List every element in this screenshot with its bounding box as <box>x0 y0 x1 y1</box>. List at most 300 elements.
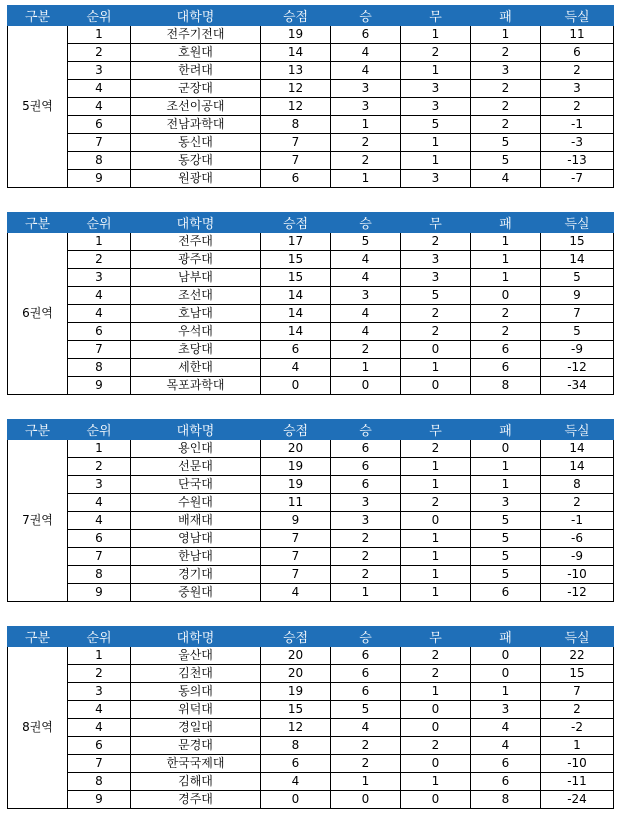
goal-diff-cell: 6 <box>541 44 614 62</box>
losses-cell: 1 <box>471 683 541 701</box>
wins-cell: 1 <box>331 773 401 791</box>
goal-diff-cell: -13 <box>541 152 614 170</box>
rank-cell: 4 <box>68 701 131 719</box>
standings-table <box>7 212 614 395</box>
losses-cell: 2 <box>471 80 541 98</box>
table-row <box>8 773 614 791</box>
table-row <box>8 566 614 584</box>
rank-cell: 1 <box>68 647 131 665</box>
university-cell: 경일대 <box>131 719 261 737</box>
losses-cell: 2 <box>471 44 541 62</box>
losses-cell: 2 <box>471 98 541 116</box>
losses-cell: 4 <box>471 170 541 188</box>
university-cell: 조선대 <box>131 287 261 305</box>
goal-diff-cell: -6 <box>541 530 614 548</box>
losses-cell: 4 <box>471 737 541 755</box>
table-row <box>8 98 614 116</box>
wins-cell: 4 <box>331 269 401 287</box>
table-row <box>8 359 614 377</box>
draws-cell: 0 <box>401 755 471 773</box>
table-row <box>8 152 614 170</box>
region-label: 7권역 <box>8 440 68 602</box>
column-header: 순위 <box>68 627 131 647</box>
rank-cell: 3 <box>68 683 131 701</box>
points-cell: 12 <box>261 719 331 737</box>
goal-diff-cell: 7 <box>541 683 614 701</box>
draws-cell: 1 <box>401 359 471 377</box>
losses-cell: 6 <box>471 359 541 377</box>
rank-cell: 2 <box>68 44 131 62</box>
table-row <box>8 62 614 80</box>
wins-cell: 1 <box>331 359 401 377</box>
points-cell: 4 <box>261 773 331 791</box>
rank-cell: 1 <box>68 440 131 458</box>
draws-cell: 0 <box>401 719 471 737</box>
losses-cell: 1 <box>471 269 541 287</box>
losses-cell: 6 <box>471 341 541 359</box>
losses-cell: 5 <box>471 548 541 566</box>
rank-cell: 4 <box>68 305 131 323</box>
wins-cell: 0 <box>331 791 401 809</box>
draws-cell: 3 <box>401 80 471 98</box>
region-label: 8권역 <box>8 647 68 809</box>
losses-cell: 1 <box>471 458 541 476</box>
points-cell: 15 <box>261 701 331 719</box>
points-cell: 4 <box>261 359 331 377</box>
draws-cell: 1 <box>401 152 471 170</box>
draws-cell: 1 <box>401 584 471 602</box>
table-row <box>8 44 614 62</box>
wins-cell: 1 <box>331 116 401 134</box>
wins-cell: 6 <box>331 458 401 476</box>
rank-cell: 7 <box>68 134 131 152</box>
draws-cell: 1 <box>401 62 471 80</box>
wins-cell: 5 <box>331 233 401 251</box>
draws-cell: 1 <box>401 476 471 494</box>
column-header: 구분 <box>8 6 68 26</box>
column-header: 승 <box>331 6 401 26</box>
rank-cell: 3 <box>68 62 131 80</box>
rank-cell: 4 <box>68 287 131 305</box>
losses-cell: 5 <box>471 134 541 152</box>
wins-cell: 2 <box>331 152 401 170</box>
wins-cell: 6 <box>331 476 401 494</box>
table-row <box>8 791 614 809</box>
goal-diff-cell: 11 <box>541 26 614 44</box>
university-cell: 한남대 <box>131 548 261 566</box>
wins-cell: 4 <box>331 323 401 341</box>
rank-cell: 9 <box>68 584 131 602</box>
points-cell: 14 <box>261 287 331 305</box>
points-cell: 0 <box>261 377 331 395</box>
points-cell: 19 <box>261 458 331 476</box>
losses-cell: 3 <box>471 701 541 719</box>
goal-diff-cell: 14 <box>541 458 614 476</box>
table-header-row <box>8 6 614 26</box>
losses-cell: 6 <box>471 773 541 791</box>
university-cell: 수원대 <box>131 494 261 512</box>
losses-cell: 6 <box>471 584 541 602</box>
column-header: 득실 <box>541 420 614 440</box>
draws-cell: 3 <box>401 251 471 269</box>
standings-table <box>7 419 614 602</box>
column-header: 무 <box>401 6 471 26</box>
rank-cell: 6 <box>68 323 131 341</box>
draws-cell: 1 <box>401 134 471 152</box>
points-cell: 20 <box>261 647 331 665</box>
draws-cell: 2 <box>401 665 471 683</box>
wins-cell: 3 <box>331 287 401 305</box>
points-cell: 20 <box>261 440 331 458</box>
university-cell: 동강대 <box>131 152 261 170</box>
university-cell: 동의대 <box>131 683 261 701</box>
column-header: 승 <box>331 627 401 647</box>
wins-cell: 2 <box>331 548 401 566</box>
university-cell: 군장대 <box>131 80 261 98</box>
losses-cell: 3 <box>471 494 541 512</box>
table-row <box>8 494 614 512</box>
losses-cell: 5 <box>471 530 541 548</box>
points-cell: 19 <box>261 683 331 701</box>
table-header-row <box>8 213 614 233</box>
goal-diff-cell: 5 <box>541 269 614 287</box>
losses-cell: 2 <box>471 323 541 341</box>
region-label: 5권역 <box>8 26 68 188</box>
rank-cell: 4 <box>68 719 131 737</box>
goal-diff-cell: 1 <box>541 737 614 755</box>
column-header: 무 <box>401 627 471 647</box>
rank-cell: 8 <box>68 152 131 170</box>
points-cell: 15 <box>261 251 331 269</box>
table-row <box>8 251 614 269</box>
goal-diff-cell: -11 <box>541 773 614 791</box>
goal-diff-cell: 22 <box>541 647 614 665</box>
losses-cell: 1 <box>471 251 541 269</box>
goal-diff-cell: 3 <box>541 80 614 98</box>
points-cell: 19 <box>261 476 331 494</box>
table-row <box>8 584 614 602</box>
column-header: 패 <box>471 213 541 233</box>
goal-diff-cell: 14 <box>541 251 614 269</box>
draws-cell: 1 <box>401 548 471 566</box>
column-header: 무 <box>401 420 471 440</box>
table-row <box>8 458 614 476</box>
points-cell: 6 <box>261 341 331 359</box>
university-cell: 단국대 <box>131 476 261 494</box>
table-row <box>8 233 614 251</box>
university-cell: 우석대 <box>131 323 261 341</box>
points-cell: 7 <box>261 548 331 566</box>
table-row <box>8 701 614 719</box>
points-cell: 19 <box>261 26 331 44</box>
wins-cell: 4 <box>331 719 401 737</box>
university-cell: 동신대 <box>131 134 261 152</box>
university-cell: 조선이공대 <box>131 98 261 116</box>
table-row <box>8 170 614 188</box>
university-cell: 호남대 <box>131 305 261 323</box>
points-cell: 7 <box>261 134 331 152</box>
draws-cell: 1 <box>401 26 471 44</box>
wins-cell: 2 <box>331 134 401 152</box>
points-cell: 17 <box>261 233 331 251</box>
goal-diff-cell: -1 <box>541 116 614 134</box>
wins-cell: 2 <box>331 341 401 359</box>
university-cell: 원광대 <box>131 170 261 188</box>
wins-cell: 5 <box>331 701 401 719</box>
draws-cell: 1 <box>401 458 471 476</box>
column-header: 구분 <box>8 627 68 647</box>
wins-cell: 6 <box>331 647 401 665</box>
points-cell: 7 <box>261 530 331 548</box>
points-cell: 7 <box>261 566 331 584</box>
goal-diff-cell: -9 <box>541 548 614 566</box>
points-cell: 15 <box>261 269 331 287</box>
column-header: 순위 <box>68 6 131 26</box>
draws-cell: 2 <box>401 233 471 251</box>
losses-cell: 2 <box>471 116 541 134</box>
losses-cell: 2 <box>471 305 541 323</box>
goal-diff-cell: -3 <box>541 134 614 152</box>
losses-cell: 3 <box>471 62 541 80</box>
goal-diff-cell: -12 <box>541 584 614 602</box>
standings-table <box>7 5 614 188</box>
university-cell: 전남과학대 <box>131 116 261 134</box>
rank-cell: 4 <box>68 80 131 98</box>
column-header: 승점 <box>261 6 331 26</box>
rank-cell: 1 <box>68 233 131 251</box>
wins-cell: 6 <box>331 26 401 44</box>
goal-diff-cell: 15 <box>541 665 614 683</box>
goal-diff-cell: 2 <box>541 62 614 80</box>
table-row <box>8 287 614 305</box>
goal-diff-cell: 14 <box>541 440 614 458</box>
draws-cell: 0 <box>401 701 471 719</box>
column-header: 득실 <box>541 627 614 647</box>
university-cell: 세한대 <box>131 359 261 377</box>
university-cell: 전주대 <box>131 233 261 251</box>
losses-cell: 0 <box>471 647 541 665</box>
goal-diff-cell: -2 <box>541 719 614 737</box>
draws-cell: 2 <box>401 737 471 755</box>
university-cell: 호원대 <box>131 44 261 62</box>
wins-cell: 0 <box>331 377 401 395</box>
table-row <box>8 530 614 548</box>
draws-cell: 0 <box>401 512 471 530</box>
wins-cell: 1 <box>331 584 401 602</box>
goal-diff-cell: -10 <box>541 755 614 773</box>
rank-cell: 6 <box>68 116 131 134</box>
table-row <box>8 476 614 494</box>
table-row <box>8 440 614 458</box>
table-row <box>8 80 614 98</box>
university-cell: 남부대 <box>131 269 261 287</box>
wins-cell: 4 <box>331 62 401 80</box>
university-cell: 울산대 <box>131 647 261 665</box>
points-cell: 8 <box>261 737 331 755</box>
university-cell: 전주기전대 <box>131 26 261 44</box>
losses-cell: 5 <box>471 566 541 584</box>
losses-cell: 1 <box>471 233 541 251</box>
goal-diff-cell: -24 <box>541 791 614 809</box>
university-cell: 김해대 <box>131 773 261 791</box>
column-header: 승점 <box>261 627 331 647</box>
rank-cell: 2 <box>68 458 131 476</box>
wins-cell: 3 <box>331 98 401 116</box>
points-cell: 14 <box>261 44 331 62</box>
table-row <box>8 134 614 152</box>
points-cell: 14 <box>261 323 331 341</box>
rank-cell: 3 <box>68 269 131 287</box>
rank-cell: 6 <box>68 737 131 755</box>
losses-cell: 5 <box>471 512 541 530</box>
rank-cell: 9 <box>68 170 131 188</box>
draws-cell: 5 <box>401 287 471 305</box>
table-row <box>8 116 614 134</box>
goal-diff-cell: -9 <box>541 341 614 359</box>
column-header: 승 <box>331 213 401 233</box>
university-cell: 용인대 <box>131 440 261 458</box>
university-cell: 광주대 <box>131 251 261 269</box>
losses-cell: 6 <box>471 755 541 773</box>
losses-cell: 1 <box>471 26 541 44</box>
column-header: 대학명 <box>131 420 261 440</box>
university-cell: 문경대 <box>131 737 261 755</box>
wins-cell: 6 <box>331 665 401 683</box>
column-header: 구분 <box>8 213 68 233</box>
points-cell: 6 <box>261 170 331 188</box>
column-header: 대학명 <box>131 213 261 233</box>
draws-cell: 0 <box>401 791 471 809</box>
university-cell: 선문대 <box>131 458 261 476</box>
goal-diff-cell: 9 <box>541 287 614 305</box>
points-cell: 11 <box>261 494 331 512</box>
rank-cell: 6 <box>68 530 131 548</box>
column-header: 패 <box>471 420 541 440</box>
table-row <box>8 341 614 359</box>
rank-cell: 3 <box>68 476 131 494</box>
table-row <box>8 323 614 341</box>
rank-cell: 4 <box>68 512 131 530</box>
university-cell: 배재대 <box>131 512 261 530</box>
university-cell: 한려대 <box>131 62 261 80</box>
column-header: 순위 <box>68 213 131 233</box>
table-row <box>8 755 614 773</box>
wins-cell: 6 <box>331 440 401 458</box>
rank-cell: 7 <box>68 548 131 566</box>
goal-diff-cell: 2 <box>541 494 614 512</box>
points-cell: 14 <box>261 305 331 323</box>
draws-cell: 0 <box>401 377 471 395</box>
goal-diff-cell: -1 <box>541 512 614 530</box>
table-row <box>8 512 614 530</box>
points-cell: 20 <box>261 665 331 683</box>
goal-diff-cell: 2 <box>541 98 614 116</box>
draws-cell: 2 <box>401 305 471 323</box>
university-cell: 중원대 <box>131 584 261 602</box>
goal-diff-cell: -12 <box>541 359 614 377</box>
draws-cell: 1 <box>401 530 471 548</box>
losses-cell: 0 <box>471 665 541 683</box>
points-cell: 6 <box>261 755 331 773</box>
standings-table <box>7 626 614 809</box>
goal-diff-cell: -7 <box>541 170 614 188</box>
rank-cell: 8 <box>68 359 131 377</box>
rank-cell: 8 <box>68 566 131 584</box>
region-label: 6권역 <box>8 233 68 395</box>
university-cell: 초당대 <box>131 341 261 359</box>
draws-cell: 2 <box>401 647 471 665</box>
wins-cell: 2 <box>331 755 401 773</box>
losses-cell: 4 <box>471 719 541 737</box>
rank-cell: 9 <box>68 791 131 809</box>
goal-diff-cell: 2 <box>541 701 614 719</box>
university-cell: 목포과학대 <box>131 377 261 395</box>
goal-diff-cell: 5 <box>541 323 614 341</box>
losses-cell: 0 <box>471 440 541 458</box>
column-header: 순위 <box>68 420 131 440</box>
rank-cell: 7 <box>68 755 131 773</box>
university-cell: 영남대 <box>131 530 261 548</box>
points-cell: 12 <box>261 98 331 116</box>
rank-cell: 2 <box>68 665 131 683</box>
column-header: 득실 <box>541 213 614 233</box>
losses-cell: 1 <box>471 476 541 494</box>
draws-cell: 2 <box>401 44 471 62</box>
rank-cell: 1 <box>68 26 131 44</box>
points-cell: 13 <box>261 62 331 80</box>
wins-cell: 2 <box>331 530 401 548</box>
table-row <box>8 647 614 665</box>
table-row <box>8 26 614 44</box>
points-cell: 9 <box>261 512 331 530</box>
points-cell: 4 <box>261 584 331 602</box>
wins-cell: 3 <box>331 512 401 530</box>
table-row <box>8 305 614 323</box>
table-row <box>8 737 614 755</box>
column-header: 패 <box>471 627 541 647</box>
losses-cell: 8 <box>471 377 541 395</box>
draws-cell: 1 <box>401 683 471 701</box>
rank-cell: 8 <box>68 773 131 791</box>
wins-cell: 4 <box>331 251 401 269</box>
table-row <box>8 683 614 701</box>
points-cell: 8 <box>261 116 331 134</box>
wins-cell: 4 <box>331 44 401 62</box>
rank-cell: 7 <box>68 341 131 359</box>
rank-cell: 4 <box>68 494 131 512</box>
wins-cell: 4 <box>331 305 401 323</box>
wins-cell: 3 <box>331 80 401 98</box>
wins-cell: 2 <box>331 566 401 584</box>
column-header: 승 <box>331 420 401 440</box>
column-header: 구분 <box>8 420 68 440</box>
draws-cell: 1 <box>401 566 471 584</box>
rank-cell: 2 <box>68 251 131 269</box>
column-header: 승점 <box>261 213 331 233</box>
column-header: 대학명 <box>131 627 261 647</box>
wins-cell: 6 <box>331 683 401 701</box>
points-cell: 7 <box>261 152 331 170</box>
wins-cell: 3 <box>331 494 401 512</box>
table-row <box>8 269 614 287</box>
losses-cell: 0 <box>471 287 541 305</box>
goal-diff-cell: 7 <box>541 305 614 323</box>
rank-cell: 9 <box>68 377 131 395</box>
goal-diff-cell: -10 <box>541 566 614 584</box>
draws-cell: 3 <box>401 170 471 188</box>
goal-diff-cell: 8 <box>541 476 614 494</box>
table-header-row <box>8 627 614 647</box>
